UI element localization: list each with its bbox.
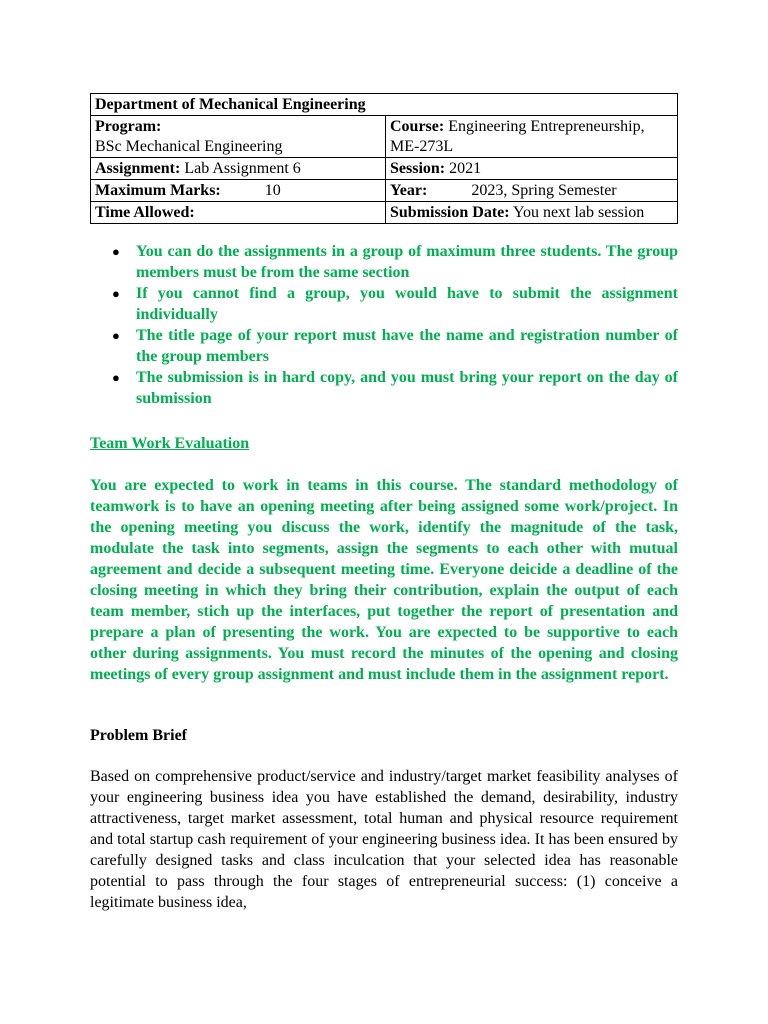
submission-date-value: You next lab session [512, 204, 645, 221]
course-code: ME-273L [390, 138, 454, 155]
list-item [112, 241, 678, 283]
year-cell [386, 180, 678, 202]
bullet-icon: ● [112, 328, 120, 343]
problem-brief-heading: Problem Brief [90, 727, 188, 744]
problem-brief-paragraph: Based on comprehensive product/service and industry/target market feasibility analyses of your engineering business idea you have established the demand, desirability, industry attractiveness, target market assessment, total human and physical resource requirement and total startup cash requirement of your engineering business idea. It has been ensured by carefully designed tasks and class inculcation that your selected idea has reasonable potential to pass through the four stages of entrepreneurial success: (1) conceive a legitimate business idea, [90, 768, 678, 911]
course-value: Engineering Entrepreneurship, [448, 118, 645, 135]
bullet-icon: ● [112, 370, 120, 385]
program-label: Program: [95, 118, 162, 135]
bullet-icon: ● [112, 286, 120, 301]
rule-text: The submission is in hard copy, and you must bring your report on the day of submission [136, 369, 678, 407]
submission-date-cell [386, 202, 678, 224]
year-value: 2023, Spring Semester [471, 182, 617, 199]
max-marks-cell [91, 180, 386, 202]
list-item [112, 283, 678, 325]
bullet-icon: ● [112, 244, 120, 259]
program-value: BSc Mechanical Engineering [95, 138, 283, 155]
table-row [91, 180, 678, 202]
time-allowed-label: Time Allowed: [95, 204, 195, 221]
department-cell: Department of Mechanical Engineering [91, 94, 678, 116]
session-label: Session: [390, 160, 446, 177]
program-cell [91, 116, 386, 158]
rule-text: The title page of your report must have the name and registration number of the group members [136, 327, 678, 365]
assignment-rules-list [112, 241, 678, 409]
submission-date-label: Submission Date: [390, 204, 510, 221]
team-work-paragraph: You are expected to work in teams in this course. The standard methodology of teamwork is to have an opening meeting after being assigned some work/project. In the opening meeting you discuss the work, identify the magnitude of the task, modulate the task into segments, assign the segments to each other with mutual agreement and decide a subsequent meeting time. Everyone deicide a deadline of the closing meeting in which they bring their contribution, explain the output of each team member, stich up the interfaces, put together the report of presentation and prepare a plan of presenting the work. You are expected to be supportive to each other during assignments. You must record the minutes of the opening and closing meetings of every group assignment and must include them in the assignment report. [90, 477, 678, 683]
assignment-value: Lab Assignment 6 [184, 160, 301, 177]
table-row [91, 116, 678, 158]
list-item [112, 367, 678, 409]
year-label: Year: [390, 182, 428, 199]
assignment-label: Assignment: [95, 160, 181, 177]
list-item [112, 325, 678, 367]
assignment-header-table [90, 93, 678, 224]
max-marks-value: 10 [264, 182, 281, 199]
max-marks-label: Maximum Marks: [95, 182, 221, 199]
course-label: Course: [390, 118, 445, 135]
rule-text: If you cannot find a group, you would have to submit the assignment individually [136, 285, 678, 323]
table-row [91, 94, 678, 116]
table-row [91, 202, 678, 224]
team-work-heading: Team Work Evaluation [90, 435, 250, 452]
session-value: 2021 [449, 160, 482, 177]
time-allowed-cell [91, 202, 386, 224]
course-cell [386, 116, 678, 158]
table-row [91, 158, 678, 180]
session-cell [386, 158, 678, 180]
assignment-cell [91, 158, 386, 180]
rule-text: You can do the assignments in a group of maximum three students. The group members must be from the same section [136, 243, 678, 281]
